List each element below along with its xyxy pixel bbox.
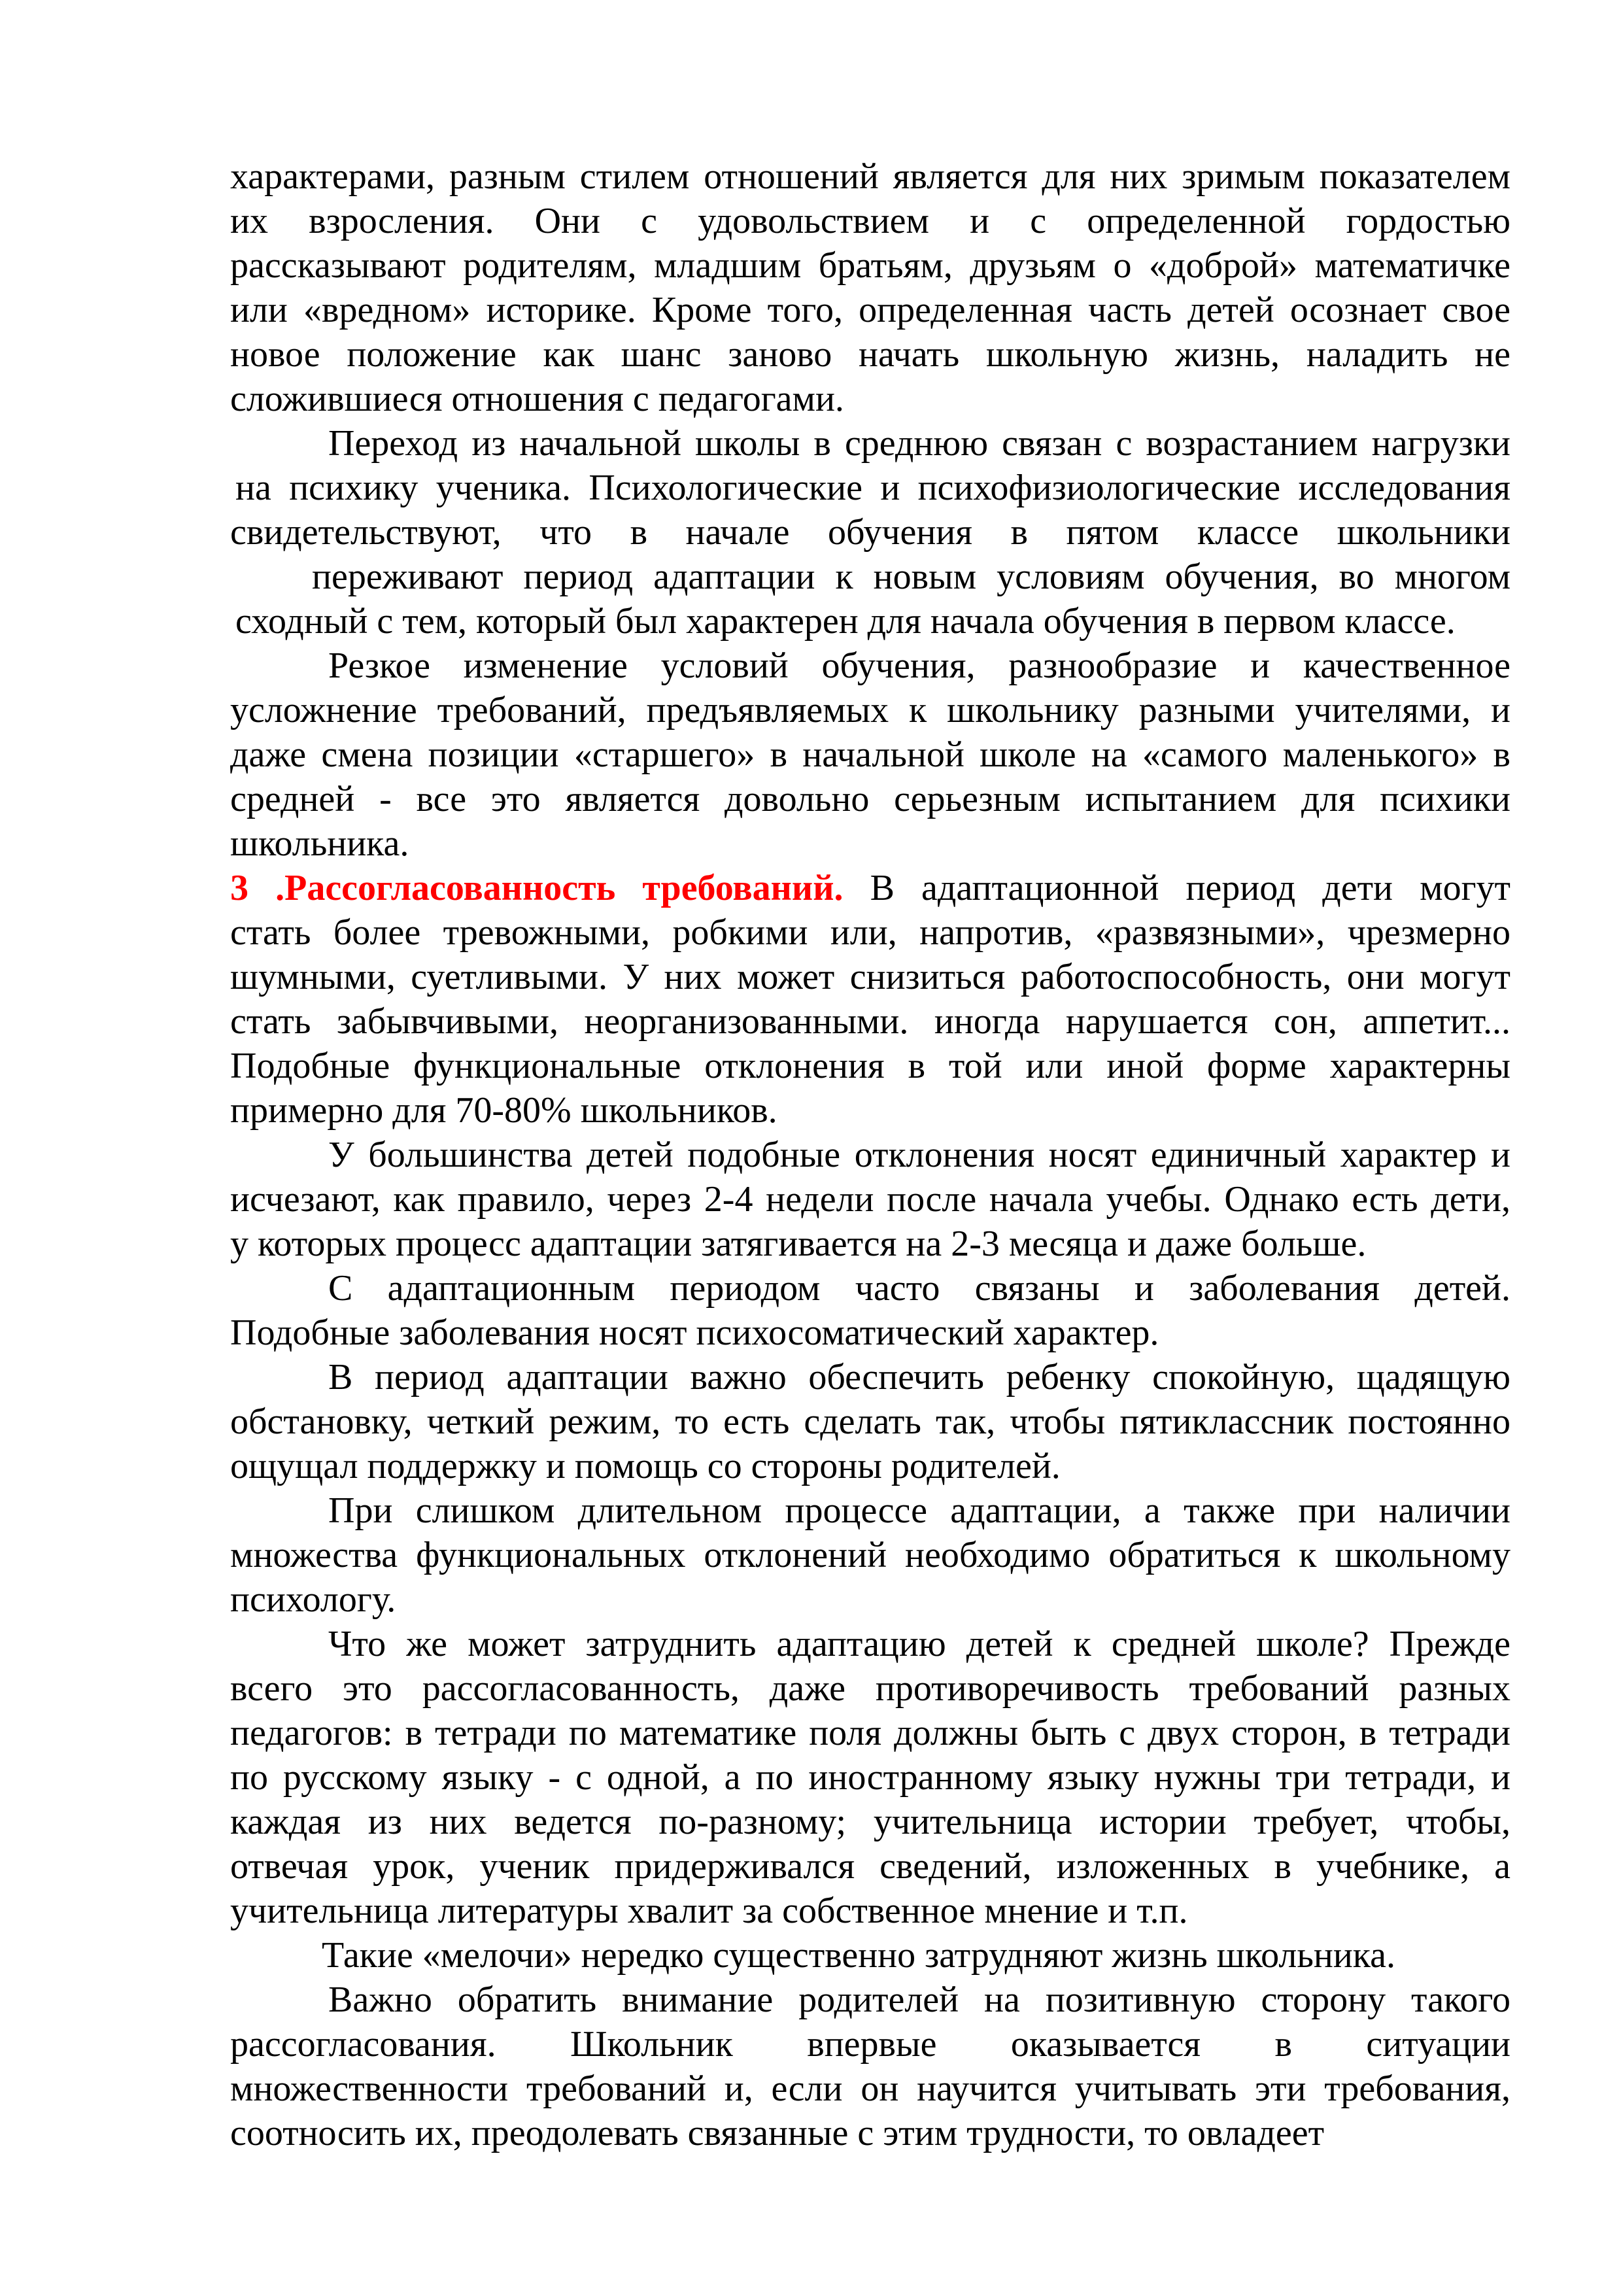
- text-run: на психику ученика. Психологические и психофизиологические исследования: [235, 468, 1510, 508]
- text-run: рассказывают родителям, младшим братьям, друзьям о «доброй» математичке: [230, 245, 1510, 286]
- text-run: сложившиеся отношения с педагогами.: [230, 379, 844, 419]
- text-line: [230, 1044, 1510, 1088]
- text-line: [230, 1577, 1510, 1622]
- paragraph: [230, 866, 1510, 1133]
- text-line: [230, 2022, 1510, 2066]
- paragraph: [230, 1266, 1510, 1355]
- text-run: Важно обратить внимание родителей на позитивную сторону такого: [328, 1979, 1510, 2020]
- text-run: новое положение как шанс заново начать школьную жизнь, наладить не: [230, 334, 1510, 375]
- text-run: Резкое изменение условий обучения, разнообразие и качественное: [328, 645, 1510, 686]
- paragraph: [230, 154, 1510, 421]
- text-run: множественности требований и, если он научится учитывать эти требования,: [230, 2068, 1510, 2109]
- text-line: [230, 243, 1510, 288]
- text-line: [230, 821, 1510, 866]
- text-run: сходный с тем, который был характерен для начала обучения в первом классе.: [235, 601, 1456, 642]
- text-line: [230, 1844, 1510, 1889]
- text-run: средней - все это является довольно серьезным испытанием для психики: [230, 779, 1510, 819]
- text-run: примерно для 70-80% школьников.: [230, 1090, 777, 1131]
- text-run: отвечая урок, ученик придерживался сведений, изложенных в учебнике, а: [230, 1846, 1510, 1887]
- text-line: [230, 1800, 1510, 1844]
- text-run: множества функциональных отклонений необходимо обратиться к школьному: [230, 1535, 1510, 1575]
- text-run: При слишком длительном процессе адаптации, а также при наличии: [328, 1490, 1510, 1531]
- text-line: [230, 154, 1510, 199]
- text-run: Такие «мелочи» нередко существенно затрудняют жизнь школьника.: [322, 1935, 1396, 1976]
- text-run: психологу.: [230, 1579, 396, 1620]
- text-line: [230, 999, 1510, 1044]
- text-run: педагогов: в тетради по математике поля должны быть с двух сторон, в тетради: [230, 1713, 1510, 1753]
- text-line: [230, 1399, 1510, 1444]
- text-line: [230, 1622, 1510, 1666]
- text-line: [230, 377, 1510, 421]
- paragraph: [230, 1978, 1510, 2155]
- text-run: исчезают, как правило, через 2-4 недели после начала учебы. Однако есть дети,: [230, 1179, 1510, 1220]
- text-run: Подобные заболевания носят психосоматический характер.: [230, 1312, 1159, 1353]
- text-run: соотносить их, преодолевать связанные с этим трудности, то овладеет: [230, 2113, 1325, 2153]
- text-run: их взросления. Они с удовольствием и с определенной гордостью: [230, 201, 1510, 241]
- text-line: [230, 2111, 1510, 2155]
- text-run: даже смена позиции «старшего» в начальной школе на «самого маленького» в: [230, 734, 1510, 775]
- text-line: [230, 1266, 1510, 1311]
- text-run: всего это рассогласованность, даже противоречивость требований разных: [230, 1668, 1510, 1709]
- text-line: [230, 732, 1510, 777]
- text-run: характерами, разным стилем отношений является для них зримым показателем: [230, 156, 1510, 197]
- text-line: [230, 955, 1510, 999]
- text-line: [230, 510, 1510, 555]
- text-line: [230, 199, 1510, 243]
- text-run: усложнение требований, предъявляемых к школьнику разными учителями, и: [230, 690, 1510, 730]
- text-line: [230, 2066, 1510, 2111]
- text-run: Что же может затруднить адаптацию детей к средней школе? Прежде: [328, 1624, 1510, 1664]
- text-line: [230, 1889, 1510, 1933]
- text-line: [230, 866, 1510, 910]
- text-line: [230, 466, 1510, 510]
- text-line: [230, 1755, 1510, 1800]
- text-line: [230, 288, 1510, 332]
- paragraph: [230, 1622, 1510, 1933]
- text-run: В период адаптации важно обеспечить ребенку спокойную, щадящую: [328, 1357, 1510, 1397]
- paragraph: [230, 643, 1510, 866]
- text-line: [230, 1444, 1510, 1488]
- text-run: шумными, суетливыми. У них может снизиться работоспособность, они могут: [230, 957, 1510, 997]
- text-line: [230, 688, 1510, 732]
- text-line: [230, 1088, 1510, 1133]
- text-line: [230, 1533, 1510, 1577]
- text-run: С адаптационным периодом часто связаны и заболевания детей.: [328, 1268, 1510, 1309]
- text-run: В адаптационной период дети могут: [843, 868, 1511, 908]
- text-line: [230, 1488, 1510, 1533]
- paragraph: [230, 1488, 1510, 1622]
- text-line: [230, 421, 1510, 466]
- text-run: Переход из начальной школы в среднюю связан с возрастанием нагрузки: [328, 423, 1510, 464]
- text-line: [230, 1177, 1510, 1222]
- paragraph: [230, 421, 1510, 643]
- text-run: стать более тревожными, робкими или, напротив, «развязными», чрезмерно: [230, 912, 1510, 953]
- text-line: [230, 1222, 1510, 1266]
- text-run: У большинства детей подобные отклонения носят единичный характер и: [328, 1135, 1510, 1175]
- text-run: по русскому языку - с одной, а по иностранному языку нужны три тетради, и: [230, 1757, 1510, 1798]
- text-line: [230, 910, 1510, 955]
- text-line: [230, 555, 1510, 599]
- section-heading-red: 3 .Рассогласованность требований.: [230, 868, 844, 908]
- document-body: [230, 154, 1510, 2155]
- text-run: каждая из них ведется по-разному; учительница истории требует, чтобы,: [230, 1802, 1510, 1842]
- text-run: у которых процесс адаптации затягивается на 2-3 месяца и даже больше.: [230, 1224, 1367, 1264]
- text-line: [230, 1355, 1510, 1399]
- text-line: [230, 1933, 1510, 1978]
- paragraph: [230, 1933, 1510, 1978]
- text-run: или «вредном» историке. Кроме того, определенная часть детей осознает свое: [230, 290, 1510, 330]
- text-line: [230, 1133, 1510, 1177]
- paragraph: [230, 1355, 1510, 1488]
- text-line: [230, 643, 1510, 688]
- text-run: переживают период адаптации к новым условиям обучения, во многом: [312, 557, 1510, 597]
- text-run: учительница литературы хвалит за собственное мнение и т.п.: [230, 1891, 1188, 1931]
- text-line: [230, 599, 1510, 643]
- text-run: свидетельствуют, что в начале обучения в пятом классе школьники: [230, 512, 1510, 553]
- text-line: [230, 1711, 1510, 1755]
- text-line: [230, 1978, 1510, 2022]
- text-line: [230, 777, 1510, 821]
- text-run: ощущал поддержку и помощь со стороны родителей.: [230, 1446, 1061, 1486]
- text-run: обстановку, четкий режим, то есть сделать так, чтобы пятиклассник постоянно: [230, 1401, 1510, 1442]
- text-line: [230, 1311, 1510, 1355]
- text-run: Подобные функциональные отклонения в той или иной форме характерны: [230, 1046, 1510, 1086]
- paragraph: [230, 1133, 1510, 1266]
- text-run: стать забывчивыми, неорганизованными. иногда нарушается сон, аппетит...: [230, 1001, 1510, 1042]
- text-run: школьника.: [230, 823, 409, 864]
- text-run: рассогласования. Школьник впервые оказывается в ситуации: [230, 2024, 1510, 2065]
- text-line: [230, 332, 1510, 377]
- text-line: [230, 1666, 1510, 1711]
